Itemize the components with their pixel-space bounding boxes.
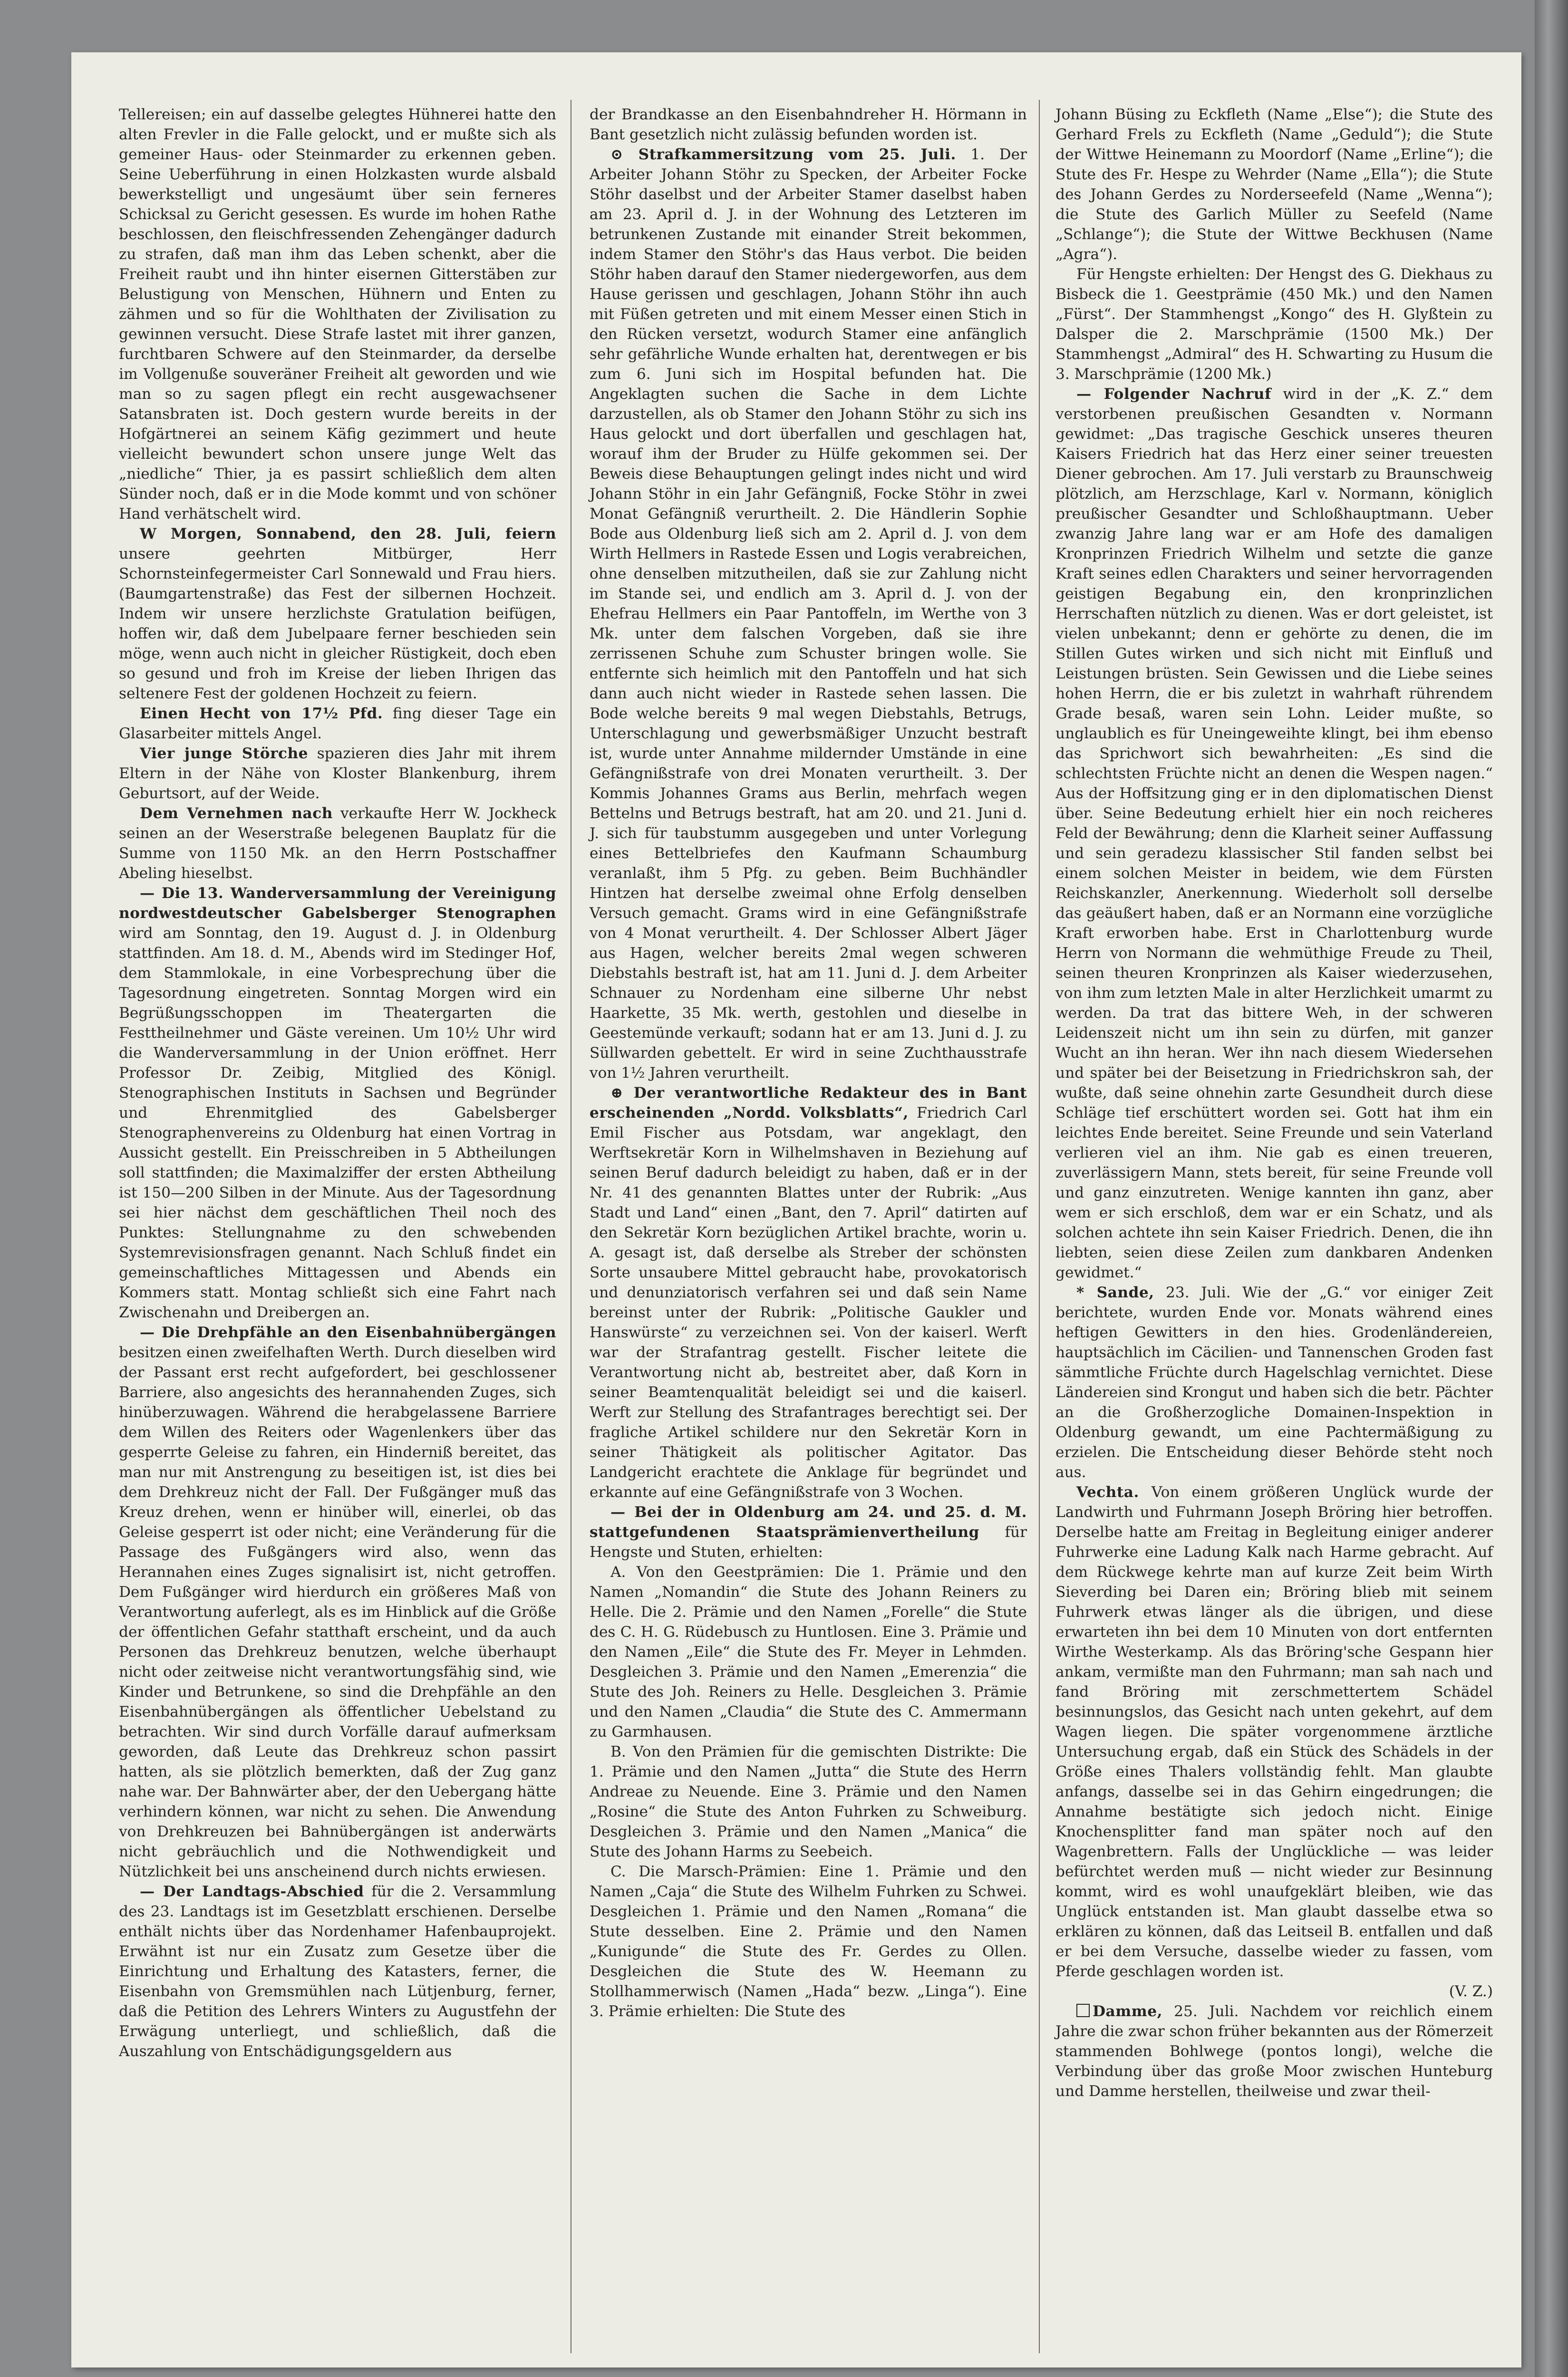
prize-list-c: C. Die Marsch-Prämien: Eine 1. Prämie und den Namen „Caja“ die Stute des Wilhelm Fuhrken zu Schwei. Desgleichen 1. Prämie und den Namen „Romana“ die Stute desselben. Eine 2. Prämie und den Namen „Kunigunde“ die Stute des Fr. Gerdes zu Ollen. Desgleichen die Stute des W. Heemann zu Stollhammerwisch (Namen „Hada“ bezw. „Linga“). Eine 3. Prämie erhielten: Die Stute des: [590, 1863, 1027, 2020]
prize-list-a: A. Von den Geestprämien: Die 1. Prämie und den Namen „Nomandin“ die Stute des Johann Reiners zu Helle. Die 2. Prämie und den Namen „Forelle“ die Stute des C. H. G. Rüdebusch zu Huntlosen. Eine 3. Prämie und den Namen „Eile“ die Stute des Fr. Meyer in Lehmden. Desgleichen 3. Prämie und den Namen „Emerenzia“ die Stute des Joh. Reiners zu Helle. Desgleichen 3. Prämie und den Namen „Claudia“ die Stute des C. Ammermann zu Garmhausen.: [590, 1564, 1027, 1740]
headline: — Der Landtags-Abschied: [140, 1883, 364, 1900]
article-pike: Einen Hecht von 17½ Pfd. fing dieser Tage ein Glasarbeiter mittels Angel.: [119, 705, 556, 742]
article-vechta: Vechta. Von einem größeren Unglück wurde der Landwirth und Fuhrmann Joseph Bröring hier betroffen. Derselbe hatte am Freitag in Begleitung einiger anderer Fuhrwerke eine Ladung Kalk nach Harme gebracht. Auf dem Rückwege kehrte man auf kurze Zeit beim Wirth Sieverding bei Daren ein; Bröring blieb mit seinem Fuhrwerk etwas länger als die übrigen, und diese erwarteten ihn bei dem 10 Minuten von dort entfernten Wirthe Westerkamp. Als das Bröring'sche Gespann hier ankam, vermißte man den Fuhrmann; man sah nach und fand Bröring mit zerschmettertem Schädel besinnungslos, das Gesicht nach unten gekehrt, auf dem Wagen liegen. Die später vorgenommene ärztliche Untersuchung ergab, daß ein Stück des Schädels in der Größe eines Thalers vollständig fehlt. Man glaubte anfangs, dasselbe sei in das Gehirn eingedrungen; die Annahme bestätigte sich jedoch nicht. Einige Knochensplitter fand man später noch auf den Wagenbrettern. Falls der Unglückliche — was leider befürchtet werden muß — nicht wieder zur Besinnung kommt, wird es wohl unaufgeklärt bleiben, wie das Unglück entstanden ist. Man glaubt dasselbe etwa so erklären zu können, daß das Leitseil B. entfallen und daß er bei dem Versuche, dasselbe wieder zu fassen, vom Pferde geschlagen worden ist.: [1055, 1484, 1493, 1980]
article-horse-prizes: — Bei der in Oldenburg am 24. und 25. d. M. stattgefundenen Staatsprämienvertheilung für Hengste und Stuten, erhielten:: [590, 1504, 1027, 1561]
column-divider: [1039, 100, 1040, 2353]
column-right: [1055, 105, 1493, 2101]
headline: Vier junge Störche: [140, 745, 309, 762]
stallion-prizes: Für Hengste erhielten: Der Hengst des G. Diekhaus zu Bisbeck die 1. Geestprämie (450 Mk.) und den Namen „Fürst“. Der Stammhengst „Kongo“ des H. Glyßtein zu Dalsper die 2. Marschprämie (1500 Mk.) Der Stammhengst „Admiral“ des H. Schwarting zu Husum die 3. Marschprämie (1200 Mk.): [1055, 266, 1493, 383]
article-turnstiles: — Die Drehpfähle an den Eisenbahnübergängen besitzen einen zweifelhaften Werth. Durch dieselben wird der Passant erst recht aufgefordert, bei geschlossener Barriere, also angesichts des herannahenden Zuges, sich hinüberzuwagen. Während die herabgelassene Barriere dem Willen des Reiters oder Wagenlenkers über das gesperrte Geleise zu fahren, ein Hinderniß bereitet, das man nur mit Anstrengung zu beseitigen ist, ist dies bei dem Drehkreuz nicht der Fall. Der Fußgänger muß das Kreuz drehen, wenn er hinüber will, einerlei, ob das Geleise gesperrt ist oder nicht; eine Veränderung für die Passage des Fußgängers wird also, wenn das Herannahen eines Zuges signalisirt ist, nicht getroffen. Dem Fußgänger wird hierdurch ein größeres Maß von Verantwortung auferlegt, als es im Hinblick auf die Größe der öffentlichen Gefahr statthaft erscheint, und da auch Personen das Drehkreuz benutzen, welche überhaupt nicht oder zeitweise nicht verantwortungsfähig sind, wie Kinder und Betrunkene, so sind die Drehpfähle an den Eisenbahnübergängen als öffentlicher Uebelstand zu betrachten. Wir sind durch Vorfälle darauf aufmerksam geworden, daß Leute das Drehkreuz schon passirt hatten, als sie plötzlich bemerkten, daß der Zug ganz nahe war. Der Bahnwärter aber, der den Uebergang hätte verhindern können, war nicht zu sehen. Die Anwendung von Drehkreuzen bei Bahnübergängen ist anderwärts nicht gebräuchlich und die Nothwendigkeit und Nützlichkeit bei uns anscheinend durch nichts erwiesen.: [119, 1324, 556, 1880]
column-left: [119, 105, 556, 2061]
headline: Damme,: [1093, 2003, 1162, 2020]
headline: — Die 13. Wanderversammlung der Vereinigung nordwestdeutscher Gabelsberger Stenographen: [119, 885, 556, 922]
article-court-session: ⊙ Strafkammersitzung vom 25. Juli. 1. Der Arbeiter Johann Stöhr zu Specken, der Arbeiter Focke Stöhr daselbst und der Arbeiter Stamer daselbst haben am 23. April d. J. in der Wohnung des Letzteren im betrunkenen Zustande mit einander Streit bekommen, indem Stamer den Stöhr's das Haus verbot. Die beiden Stöhr haben darauf den Stamer niedergeworfen, aus dem Hause gerissen und geschlagen, Johann Stöhr ihn auch mit Füßen getreten und mit einem Messer einen Stich in den Rücken versetzt, wodurch Stamer eine anfänglich sehr gefährliche Wunde erhalten hat, derentwegen er bis zum 6. Juni sich im Hospital befunden hat. Die Angeklagten suchen die Sache in dem Lichte darzustellen, als ob Stamer den Johann Stöhr zu sich ins Haus gelockt und dort überfallen und geschlagen hat, worauf ihm der Bruder zu Hülfe gekommen sei. Der Beweis diese Behauptungen gelingt indes nicht und wird Johann Stöhr in ein Jahr Gefängniß, Focke Stöhr in zwei Monat Gefängniß verurtheilt. 2. Die Händlerin Sophie Bode aus Oldenburg ließ sich am 2. April d. J. von dem Wirth Hellmers in Rastede Essen und Logis verabreichen, ohne denselben mitzutheilen, daß sie zur Zahlung nicht im Stande sei, und endlich am 3. April d. J. von der Ehefrau Hellmers ein Paar Pantoffeln, im Werthe von 3 Mk. unter dem falschen Vorgeben, daß sie ihre zerrissenen Schuhe zum Schuster bringen wolle. Sie entfernte sich heimlich mit den Pantoffeln und hat sich dann auch nicht wieder in Rastede sehen lassen. Die Bode welche bereits 9 mal wegen Diebstahls, Betrugs, Unterschlagung und gewerbsmäßiger Unzucht bestraft ist, wurde unter Annahme mildernder Umstände in eine Gefängnißstrafe von drei Monaten verurtheilt. 3. Der Kommis Johannes Grams aus Berlin, mehrfach wegen Bettelns und Betrugs bestraft, hat am 20. und 21. Juni d. J. sich für taubstumm ausgegeben und unter Vorlegung eines Bettelbriefes den Kaufmann Schaumburg veranlaßt, ihm 5 Pfg. zu geben. Beim Buchhändler Hintzen hat derselbe zweimal ohne Erfolg denselben Versuch gemacht. Grams wird in eine Gefängnißstrafe von 4 Monat verurtheilt. 4. Der Schlosser Albert Jäger aus Hagen, welcher bereits 2mal wegen schweren Diebstahls bestraft ist, hat am 11. Juni d. J. dem Arbeiter Schnauer zu Nordenham eine silberne Uhr nebst Haarkette, 35 Mk. werth, gestohlen und dieselbe in Geestemünde verkauft; sodann hat er am 13. Juni d. J. zu Süllwarden gebettelt. Er wird in seine Zuchthausstrafe von 1½ Jahren verurtheilt.: [590, 146, 1027, 1082]
article-stenographers: — Die 13. Wanderversammlung der Vereinigung nordwestdeutscher Gabelsberger Stenographen wird am Sonntag, den 19. August d. J. in Oldenburg stattfinden. Am 18. d. M., Abends wird im Stedinger Hof, dem Stammlokale, in eine Vorbesprechung über die Tagesordnung eingetreten. Sonntag Morgen wird ein Begrüßungsschoppen im Theatergarten die Festtheilnehmer und Gäste vereinen. Um 10½ Uhr wird die Wanderversammlung in der Union eröffnet. Herr Professor Dr. Zeibig, Mitglied des Königl. Stenographischen Instituts in Sachsen und Begründer und Ehrenmitglied des Gabelsberger Stenographenvereins zu Oldenburg hat einen Vortrag in Aussicht gestellt. Ein Preisschreiben in 5 Abtheilungen soll stattfinden; die Maximalziffer der ersten Abtheilung ist 150—200 Silben in der Minute. Aus der Tagesordnung sei hier nächst dem geschäftlichen Theil noch des Punktes: Stellungnahme zu den schwebenden Systemrevisionsfragen genannt. Nach Schluß findet ein gemeinschaftliches Mittagessen und Abends ein Kommers statt. Montag schließt sich eine Fahrt nach Zwischenahn und Dreibergen an.: [119, 885, 556, 1321]
headline: * Sande,: [1076, 1284, 1154, 1301]
article-obituary: — Folgender Nachruf wird in der „K. Z.“ dem verstorbenen preußischen Gesandten v. Normann gewidmet: „Das tragische Geschick unseres theuren Kaisers Friedrich hat das Herz einer seiner treuesten Diener gebrochen. Am 17. Juli verstarb zu Braunschweig plötzlich, am Herzschlage, Karl v. Normann, königlich preußischer Gesandter und Schloßhauptmann. Ueber zwanzig Jahre lang war er am Hofe des damaligen Kronprinzen Friedrich Wilhelm und setzte die ganze Kraft seines edlen Charakters und seiner hervorragenden geistigen Begabung ein, den kronprinzlichen Herrschaften nützlich zu dienen. Was er dort geleistet, ist vielen unbekannt; denn er gehörte zu denen, die im Stillen Gutes wirken und sich nicht mit Einfluß und Leistungen brüsten. Sein Gewissen und die Liebe seines hohen Herrn, die er bis zuletzt in wahrhaft rührendem Grade besaß, waren sein Lohn. Leider mußte, so unglaublich es für Uneingeweihte klingt, bei ihm ebenso das Sprichwort sich bewahrheiten: „Es sind die schlechtsten Früchte nicht an denen die Wespen nagen.“ Aus der Hoffsitzung ging er in den diplomatischen Dienst über. Seine Bedeutung erhielt hier ein noch reicheres Feld der Bewährung; denn die Klarheit seiner Auffassung und sein geradezu klassischer Stil fanden selbst bei einem solchen Meister in beidem, wie dem Fürsten Reichskanzler, Anerkennung. Wiederholt soll derselbe das geäußert haben, daß er an Normann eine vorzügliche Kraft erworben habe. Erst in Charlottenburg wurde Herrn von Normann die wehmüthige Freude zu Theil, seinen theuren Kronprinzen als Kaiser wiederzusehen, von ihm zum letzten Male in alter Herzlichkeit umarmt zu werden. Da trat das bittere Weh, in der schweren Leidenszeit nicht um ihn sein zu dürfen, mit ganzer Wucht an ihn heran. Wer ihn nach diesem Wiedersehen und später bei der Beisetzung in Friedrichskron sah, der wußte, daß seine ohnehin zarte Gesundheit durch diese Schläge tief erschüttert worden sei. Gott hat ihm ein leichtes Ende bereitet. Seine Freunde und sein Vaterland verlieren viel an ihm. Nie gab es einen treueren, zuverlässigern Mann, stets bereit, für seine Freunde voll und ganz einzutreten. Wenige kannten ihn ganz, aber wem er sich erschloß, dem war er ein Schatz, und als solchen achtete ihn sein Kaiser Friedrich. Denen, die ihn liebten, seien diese Zeilen zum dankbaren Andenken gewidmet.“: [1055, 386, 1493, 1281]
headline: — Die Drehpfähle an den Eisenbahnübergängen: [140, 1324, 556, 1341]
article-damme: Damme, 25. Juli. Nachdem vor reichlich einem Jahre die zwar schon früher bekannten aus der Römerzeit stammenden Bohlwege (pontos longi), welche die Verbindung über das große Moor zwischen Hunteburg und Damme herstellen, theilweise und zwar theil-: [1055, 2003, 1493, 2100]
headline: — Bei der in Oldenburg am 24. und 25. d. M. stattgefundenen Staatsprämienvertheilung: [590, 1504, 1027, 1541]
headline: ⊕ Der verantwortliche Redakteur des in Bant erscheinenden „Nordd. Volksblatts“,: [590, 1084, 1027, 1121]
article-marder: Tellereisen; ein auf dasselbe gelegtes Hühnerei hatte den alten Frevler in die Falle gelockt, und er mußte sich als gemeiner Haus- oder Steinmarder zu erkennen geben. Seine Ueberführung in einen Holzkasten wurde alsbald bewerkstelligt und ungesäumt über sein ferneres Schicksal zu Gericht gesessen. Es wurde im hohen Rathe beschlossen, den fleischfressenden Zehengänger dadurch zu strafen, daß man ihm das Leben schenkt, aber die Freiheit raubt und ihn hinter eisernen Gitterstäben zur Belustigung von Menschen, Hühnern und Enten zu zähmen und so für die Wohlthaten der Zivilisation zu gewinnen versucht. Diese Strafe lastet mit ihrer ganzen, furchtbaren Schwere auf den Steinmarder, da derselbe im Vollgenuße souveräner Freiheit alt geworden und wie man so zu sagen pflegt ein recht ausgewachsener Satansbraten ist. Doch gestern wurde bereits in der Hofgärtnerei an seinem Käfig gezimmert und heute vielleicht bewundert schon unsere junge Welt das „niedliche“ Thier, ja es passirt schließlich dem alten Sünder noch, daß er in die Mode kommt und von schöner Hand verhätschelt wird.: [119, 106, 556, 522]
column-middle: [590, 105, 1027, 2021]
newspaper-page: [71, 52, 1521, 2367]
article-building-plot: Dem Vernehmen nach verkaufte Herr W. Jockheck seinen an der Weserstraße belegenen Bauplatz für die Summe von 1150 Mk. an den Herrn Postschaffner Abeling hieselbst.: [119, 805, 557, 882]
prize-list-b: B. Von den Prämien für die gemischten Distrikte: Die 1. Prämie und den Namen „Jutta“ die Stute des Herrn Andreae zu Neuende. Eine 3. Prämie und den Namen „Rosine“ die Stute des Anton Fuhrken zu Schweiburg. Desgleichen 3. Prämie und den Namen „Manica“ die Stute des Johann Harms zu Seebeich.: [590, 1743, 1027, 1860]
headline: ⊙ Strafkammersitzung vom 25. Juli.: [610, 146, 956, 163]
headline: Vechta.: [1076, 1484, 1139, 1501]
article-sande: * Sande, 23. Juli. Wie der „G.“ vor einiger Zeit berichtete, wurden Ende vor. Monats während eines heftigen Gewitters in den hies. Grodenländereien, hauptsächlich im Cäcilien- und Tannenschen Groden fast sämmtliche Früchte durch Hagelschlag vernichtet. Diese Ländereien sind Krongut und haben sich die betr. Pächter an die Großherzogliche Domainen-Inspektion in Oldenburg gewandt, um eine Pachtermäßigung zu erzielen. Die Entscheidung dieser Behörde steht noch aus.: [1055, 1284, 1493, 1481]
prize-list-continuation: Johann Büsing zu Eckfleth (Name „Else“); die Stute des Gerhard Frels zu Eckfleth (Name „Geduld“); die Stute der Wittwe Heinemann zu Moordorf (Name „Erline“); die Stute des Fr. Hespe zu Wehrder (Name „Ella“); die Stute des Johann Gerdes zu Norderseefeld (Name „Wenna“); die Stute des Garlich Müller zu Seefeld (Name „Schlange“); die Stute der Wittwe Beckhusen (Name „Agra“).: [1055, 106, 1493, 263]
headline: Einen Hecht von 17½ Pfd.: [140, 705, 383, 722]
headline: — Folgender Nachruf: [1076, 386, 1271, 403]
headline: W Morgen, Sonnabend, den 28. Juli, feiern: [140, 525, 556, 542]
article-silver-wedding: W Morgen, Sonnabend, den 28. Juli, feiern unsere geehrten Mitbürger, Herr Schornsteinfegermeister Carl Sonnewald und Frau hiers. (Baumgartenstraße) das Fest der silbernen Hochzeit. Indem wir unsere herzlichste Gratulation beifügen, hoffen wir, daß dem Jubelpaare ferner beschieden sein möge, wenn auch nicht in gleicher Rüstigkeit, doch eben so gesund und froh im Kreise der lieben Ihrigen das seltenere Fest der goldenen Hochzeit zu feiern.: [119, 525, 556, 702]
article-continuation: der Brandkasse an den Eisenbahndreher H. Hörmann in Bant gesetzlich nicht zulässig befunden worden ist.: [590, 106, 1027, 143]
square-marker-icon: [1076, 2004, 1090, 2017]
article-landtag: — Der Landtags-Abschied für die 2. Versammlung des 23. Landtags ist im Gesetzblatt erschienen. Derselbe enthält nichts über das Nordenhamer Hafenbauprojekt. Erwähnt ist nur ein Zusatz zum Gesetze über die Einrichtung und Erhaltung des Katasters, ferner, die Eisenbahn von Gremsmühlen nach Lütjenburg, ferner, daß die Petition des Lehrers Winters zu Augustfehn der Erwägung unterliegt, und schließlich, daß die Auszahlung von Entschädigungsgeldern aus: [119, 1883, 556, 2060]
source-signature: (V. Z.): [1449, 1983, 1493, 2000]
article-storks: Vier junge Störche spazieren dies Jahr mit ihrem Eltern in der Nähe von Kloster Blankenburg, ihrem Geburtsort, auf der Weide.: [119, 745, 556, 802]
headline: Dem Vernehmen nach: [140, 805, 333, 822]
article-editor-trial: ⊕ Der verantwortliche Redakteur des in Bant erscheinenden „Nordd. Volksblatts“, Friedrich Carl Emil Fischer aus Potsdam, war angeklagt, den Werftsekretär Korn in Wilhelmshaven in Beziehung auf seinen Beruf dadurch beleidigt zu haben, daß er in der Nr. 41 des genannten Blattes unter der Rubrik: „Aus Stadt und Land“ einen „Bant, den 7. April“ datirten auf den Sekretär Korn bezüglichen Artikel brachte, worin u. A. gesagt ist, daß derselbe als Streber der schönsten Sorte unsaubere Mittel gebraucht habe, provokatorisch und denunziatorisch verfahren sei und daß sein Name bereinst unter der Rubrik: „Politische Gaukler und Hanswürste“ zu verzeichnen sei. Von der kaiserl. Werft war der Strafantrag gestellt. Fischer leitete die Verantwortung nicht ab, bestreitet aber, daß Korn in seiner Beamtenqualität beleidigt sei und die kaiserl. Werft zur Stellung des Strafantrages berechtigt sei. Der fragliche Artikel schildere nur den Sekretär Korn in seiner Thätigkeit als politischer Agitator. Das Landgericht erachtete die Anklage für begründet und erkannte auf eine Gefängnißstrafe von 3 Wochen.: [590, 1084, 1027, 1501]
book-spine: [1535, 0, 1568, 2377]
